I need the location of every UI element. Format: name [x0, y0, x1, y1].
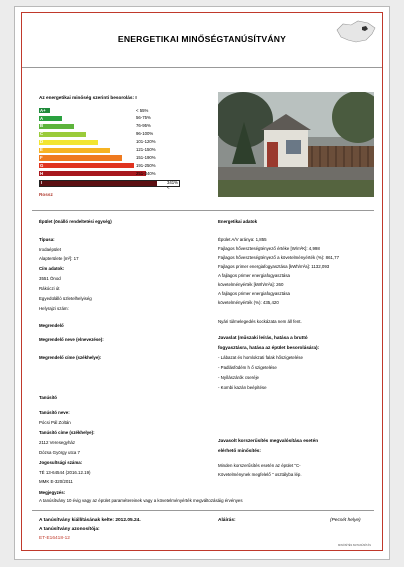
feasible-text: Minden korszerűsítés esetén az épület "C- [218, 463, 301, 468]
remarks-label: Megjegyzés: [39, 490, 66, 495]
feasible-text: Követelménynek megfelelő " osztályba lép. [218, 472, 302, 477]
proposal-item: - Padlásfödém h ő szigetelése [218, 365, 277, 370]
current-class-bar [39, 180, 180, 191]
certificate-id: ET-E16418-12 [39, 536, 70, 541]
energy-line: követelményérték (%): 435,420 [218, 300, 279, 305]
energy-bar-letter: B [40, 123, 44, 129]
remarks-text: A tanúsítvány 10 évig vagy az épület paramétereinek vagy a követelményérték megváltozásáig érvényes [39, 498, 243, 503]
address-line: Rákóczi út [39, 286, 60, 291]
rating-heading: Az energetikai minőség szerinti besorolás: I [39, 95, 137, 100]
certifier-address-line: 2112 Veresegyház [39, 440, 76, 445]
header [22, 13, 382, 68]
energy-bar-letter: C [40, 131, 44, 137]
class-name: Rossz [39, 192, 53, 197]
energy-bar-range: 251-340% [136, 170, 156, 176]
permission-line: TÉ 13-64544 (2016.12.19) [39, 470, 91, 475]
divider [32, 510, 374, 511]
proposal-title: Javaslat (műszaki leírás, hatása a bruttó [218, 335, 308, 340]
permission-line: MMK E-320/2011 [39, 479, 73, 484]
type-value: Irodaépület [39, 247, 61, 252]
area-value: Alapterülete [m²]: 17 [39, 256, 79, 261]
permission-label: Jogosultsági száma: [39, 460, 83, 465]
energy-bar-range: 151-190% [136, 154, 156, 160]
energy-line: Fajlagos primer energiafogyasztása [kWh/m²a]: 1132,093 [218, 264, 330, 269]
address-line: Helyrajzi szám: [39, 306, 69, 311]
certifier-name: Pócsi Pál Zoltán [39, 420, 71, 425]
energy-bar-range: 101-120% [136, 139, 156, 145]
divider [32, 210, 374, 211]
energy-bar [39, 148, 110, 153]
building-photo [218, 92, 374, 197]
certifier-address-line: Dózsa György utca 7 [39, 450, 80, 455]
energy-line: Fajlagos hőveszteségtényező értéke [W/m²K]: 4,998 [218, 246, 320, 251]
proposal-item: - Kombi kazán beépítése [218, 385, 267, 390]
energy-bar-range: 121-150% [136, 147, 156, 152]
energy-bar-letter: E [40, 147, 43, 153]
proposal-item: - Lábazat és homlokzati falak hőszigetelése [218, 355, 303, 360]
signature-label: Aláírás: [218, 518, 236, 523]
energy-bar [39, 163, 134, 168]
proposal-title: fogyasztásra, hatása az épület besorolására): [218, 345, 320, 350]
issue-date: A tanúsítvány kiállításának kelte: 2012.05.24. [39, 518, 141, 523]
energy-bar [39, 108, 50, 113]
energy-bar-letter: A [40, 115, 44, 121]
type-label: Típusa: [39, 237, 55, 242]
current-class-fill [40, 181, 157, 186]
hungary-map-icon [334, 19, 378, 45]
energy-line: A fajlagos primer energiafogyasztása [218, 291, 290, 296]
energy-bar-range: 96-100% [136, 131, 154, 137]
stamp-label: (Pecsét helye) [330, 518, 361, 523]
energy-bar-letter: F [40, 155, 43, 160]
address-line: Egyedülálló üzletelhelyiség [39, 296, 92, 301]
energy-bar [39, 171, 146, 176]
energy-bar-range: 56-75% [136, 115, 151, 121]
certifier-title: Tanúsító [39, 395, 57, 400]
energy-line: követelményérték [kWh/m²a]: 260 [218, 282, 284, 287]
certificate-id-label: A tanúsítvány azonosítója: [39, 527, 100, 532]
feasible-title: Javasolt korszerűsítés megvalósítása esetén [218, 438, 319, 443]
client-address-label: Megrendelő címe (székhelye): [39, 355, 102, 360]
energy-bar [39, 140, 98, 145]
small-print: MINŐSÍTÉS 84/TANÚSÍTÁS [338, 544, 371, 547]
current-class-value: 341% < [167, 180, 178, 191]
certifier-address-label: Tanúsító címe (székhelye): [39, 430, 95, 435]
energy-bar-letter: G [40, 162, 44, 168]
client-name-label: Megrendelő neve (elnevezése): [39, 337, 104, 342]
energy-bar-range: < 55% [136, 107, 149, 113]
page-border [21, 12, 383, 551]
address-line: 3551 Ónod [39, 276, 61, 281]
energy-bar-range: 191-250% [136, 162, 156, 168]
building-section-title: Épület (önálló rendeltetési egység) [39, 219, 112, 224]
client-title: Megrendelő [39, 323, 64, 328]
energy-bar-letter: D [40, 139, 44, 145]
energy-bar-letter: A+ [40, 107, 46, 113]
certificate-page [14, 6, 390, 560]
certifier-name-label: Tanúsító neve: [39, 410, 70, 415]
energy-bar [39, 124, 74, 129]
energy-line: Fajlagos hőveszteségtényező a követelményérték (%): 861,77 [218, 255, 340, 260]
proposal-item: - Nyílászárók cseréje [218, 375, 259, 380]
current-class-letter: I [41, 180, 43, 186]
energy-bar-letter: H [40, 170, 44, 176]
feasible-title: elérhető minősítés: [218, 448, 261, 453]
energy-bar [39, 116, 62, 121]
energy-bar-range: 76-95% [136, 123, 151, 129]
energy-bar [39, 132, 86, 137]
energy-bar [39, 155, 122, 160]
address-label: Cím adatok: [39, 266, 65, 271]
energy-line: A fajlagos primer energiafogyasztása [218, 273, 290, 278]
energy-section-title: Energetikai adatok [218, 219, 258, 224]
energy-line: Épület A/V aránya: 1,855 [218, 237, 267, 242]
page-title: ENERGETIKAI MINŐSÉGTANÚSÍTVÁNY [117, 34, 287, 44]
overheating-statement: Nyári túlmelegedés kockázata nem áll fent. [218, 319, 302, 324]
